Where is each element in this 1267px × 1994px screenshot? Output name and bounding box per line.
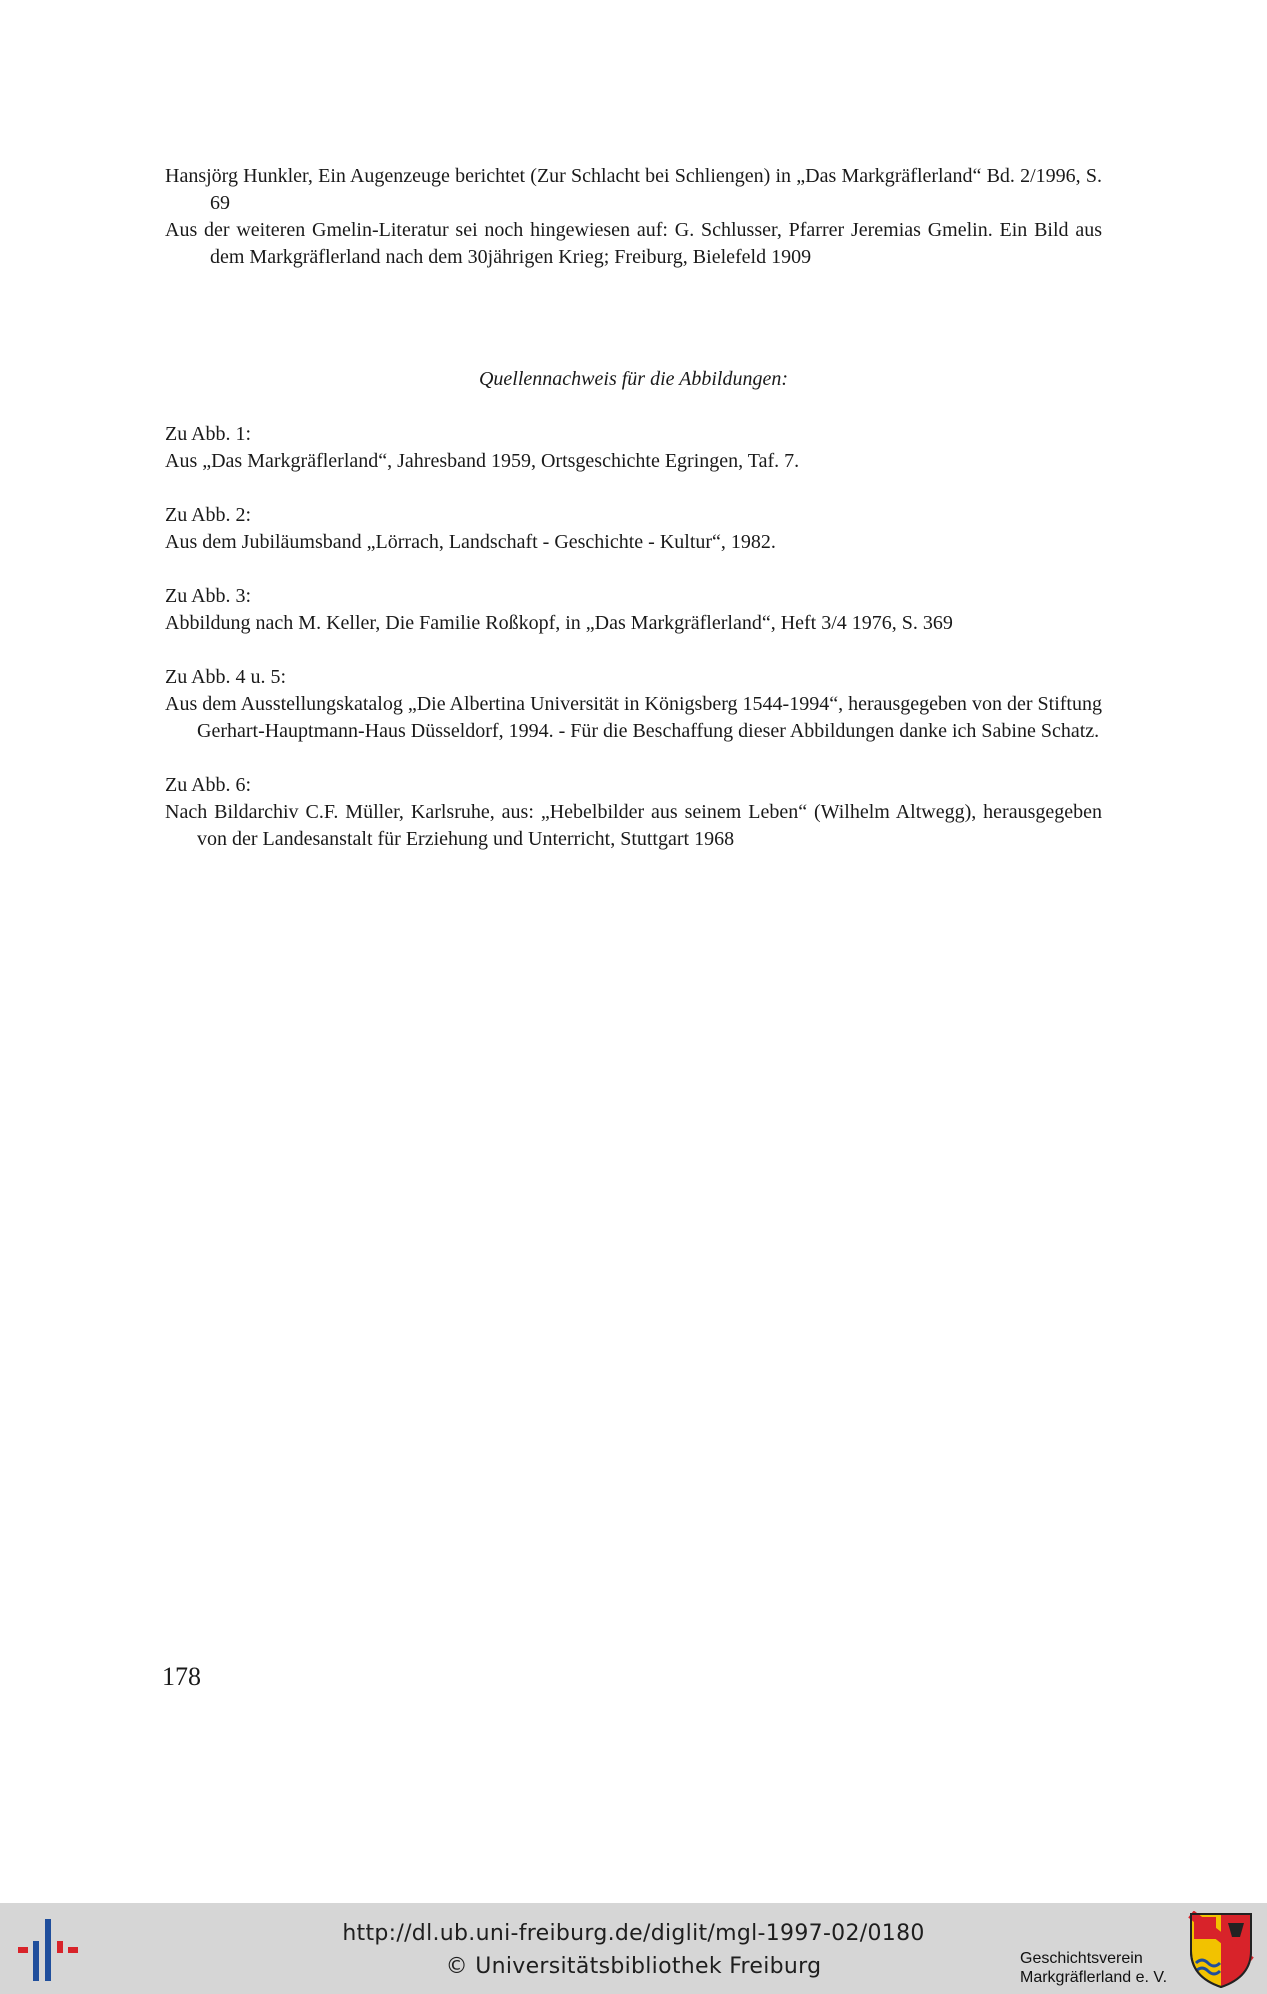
organization-line-2: Markgräflerland e. V. — [1020, 1969, 1168, 1986]
source-label: Zu Abb. 2: — [165, 504, 252, 526]
source-label: Zu Abb. 3: — [165, 585, 252, 607]
bibliography-entry-1: Hansjörg Hunkler, Ein Augenzeuge berichtet (Zur Schlacht bei Schliengen) in „Das Markgräflerland“ Bd. 2/1996, S. 69 — [165, 165, 1102, 214]
source-label: Zu Abb. 1: — [165, 423, 252, 445]
source-item-2 — [165, 502, 1102, 556]
source-text: Nach Bildarchiv C.F. Müller, Karlsruhe, aus: „Hebelbilder aus seinem Leben“ (Wilhelm Altwegg), herausgegeben von der Landesanstalt für Erziehung und Unterricht, Stuttgart 1968 — [165, 801, 1102, 850]
source-text: Aus dem Ausstellungskatalog „Die Albertina Universität in Königsberg 1544-1994“, herausgegeben von der Stiftung Gerhart-Hauptmann-Haus Düsseldorf, 1994. - Für die Beschaffung dieser Abbildungen danke ich Sabine Schatz. — [165, 693, 1102, 742]
page-number: 178 — [162, 1662, 201, 1691]
coat-of-arms-icon[interactable] — [1188, 1911, 1254, 1989]
organization-line-1: Geschichtsverein — [1020, 1950, 1143, 1967]
copyright-text: © Universitätsbibliothek Freiburg — [445, 1954, 822, 1979]
source-item-4 — [165, 664, 1102, 745]
source-item-1 — [165, 421, 1102, 475]
source-item-5 — [165, 772, 1102, 853]
permalink-url[interactable]: http://dl.ub.uni-freiburg.de/diglit/mgl-1997-02/0180 — [342, 1921, 925, 1946]
sources-list — [165, 421, 1102, 880]
organization-name — [1020, 1949, 1167, 1987]
source-text: Aus „Das Markgräflerland“, Jahresband 1959, Ortsgeschichte Egringen, Taf. 7. — [165, 450, 800, 472]
source-text: Aus dem Jubiläumsband „Lörrach, Landschaft - Geschichte - Kultur“, 1982. — [165, 531, 776, 553]
source-item-3 — [165, 583, 1102, 637]
source-label: Zu Abb. 4 u. 5: — [165, 666, 287, 688]
footer-bar — [0, 1903, 1267, 1994]
bibliography-entry-2: Aus der weiteren Gmelin-Literatur sei noch hingewiesen auf: G. Schlusser, Pfarrer Jeremias Gmelin. Ein Bild aus dem Markgräflerland nach dem 30jährigen Krieg; Freiburg, Bielefeld 1909 — [165, 219, 1102, 268]
source-label: Zu Abb. 6: — [165, 774, 252, 796]
bibliography-list — [165, 163, 1102, 271]
source-text: Abbildung nach M. Keller, Die Familie Roßkopf, in „Das Markgräflerland“, Heft 3/4 1976, S. 369 — [165, 612, 953, 634]
section-heading: Quellennachweis für die Abbildungen: — [478, 368, 789, 390]
